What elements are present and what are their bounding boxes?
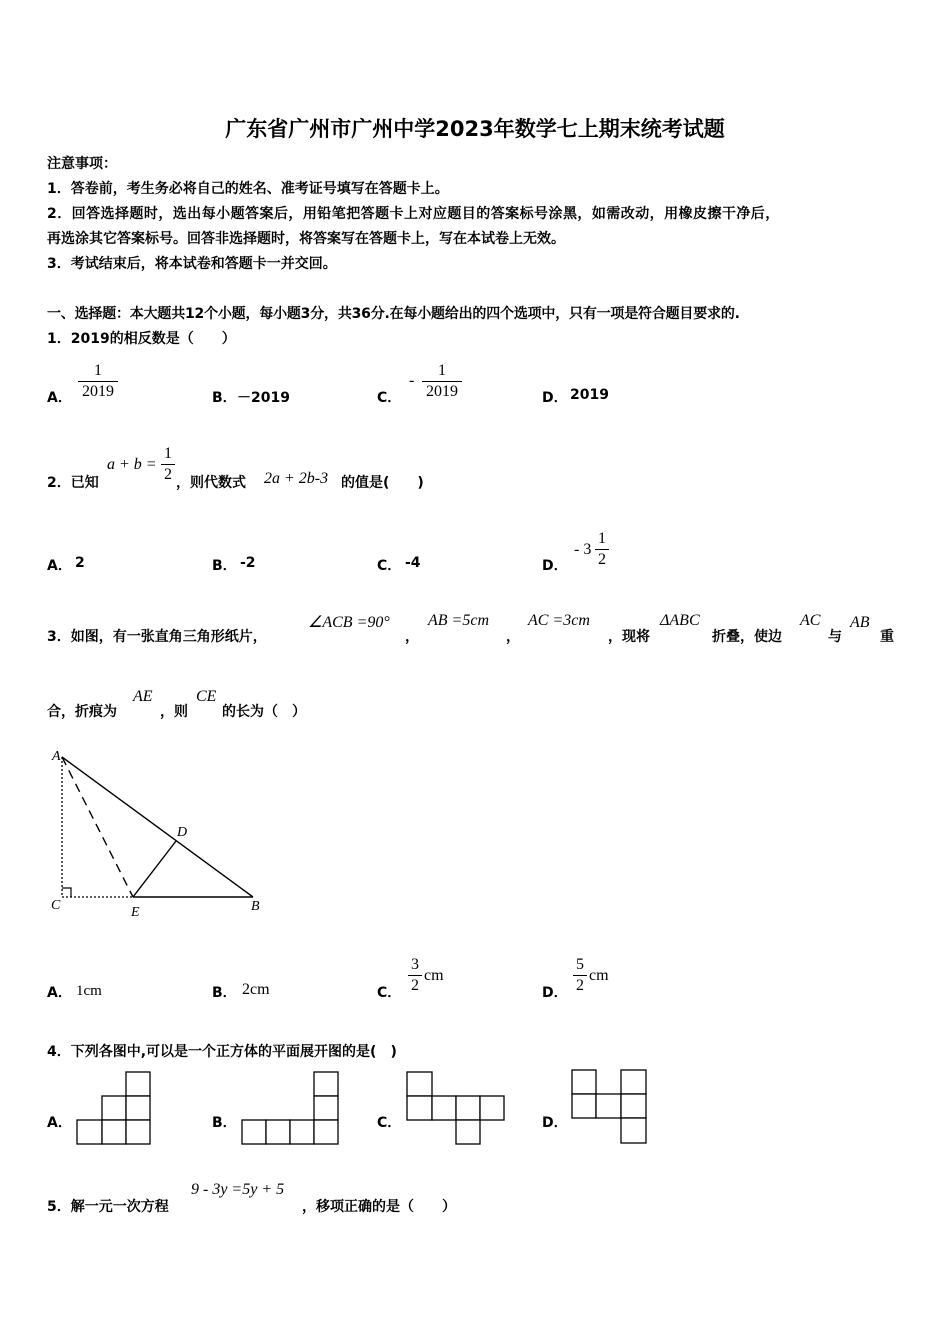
q3-ab-length: AB =5cm bbox=[428, 612, 489, 629]
q3-ac-edge: AC bbox=[800, 612, 821, 629]
q3-ab-edge: AB bbox=[850, 614, 870, 631]
crease-ae bbox=[62, 757, 133, 897]
q1-a-numerator: 1 bbox=[94, 362, 102, 379]
q4-option-d-label: D． bbox=[542, 1115, 568, 1131]
q2-d-whole: - 3 bbox=[574, 541, 592, 558]
q1-option-c-fraction bbox=[422, 362, 462, 401]
q3-fold-mid: 折叠，使边 bbox=[712, 629, 782, 645]
q3-option-a-label: A． bbox=[47, 985, 72, 1001]
q1-stem: 1．2019的相反数是（ ） bbox=[47, 331, 236, 347]
q1-option-b-text: －2019 bbox=[237, 390, 290, 406]
q2-stem-mid: ，则代数式 bbox=[176, 475, 246, 491]
q2-option-a-label: A． bbox=[47, 558, 72, 574]
q2-d-numerator: 1 bbox=[598, 530, 606, 547]
q1-c-sign: - bbox=[409, 372, 415, 389]
q4-net-a bbox=[75, 1070, 152, 1146]
q2-option-b-label: B． bbox=[212, 558, 237, 574]
q3-d-unit: cm bbox=[589, 967, 609, 984]
q2-option-a-text: 2 bbox=[75, 555, 85, 571]
page-title: 广东省广州市广州中学2023年数学七上期末统考试题 bbox=[225, 117, 725, 141]
q3-option-b-label: B． bbox=[212, 985, 237, 1001]
q3-with: 与 bbox=[828, 629, 842, 645]
q3-option-d-label: D． bbox=[542, 985, 568, 1001]
q4-net-c bbox=[405, 1070, 507, 1146]
q5-equation: 9 - 3y =5y + 5 bbox=[191, 1181, 285, 1198]
q2-condition-fraction bbox=[161, 445, 175, 484]
q4-option-a-label: A． bbox=[47, 1115, 72, 1131]
q2-stem-post: 的值是( ) bbox=[341, 475, 424, 491]
notes-heading: 注意事项： bbox=[47, 156, 117, 172]
q3-line2-pre: 合，折痕为 bbox=[47, 704, 117, 720]
q3-fold-pre: ，现将 bbox=[608, 629, 650, 645]
q2-option-d-label: D． bbox=[542, 558, 568, 574]
point-a-label: A bbox=[52, 749, 61, 764]
q3-stem-pre: 3．如图，有一张直角三角形纸片， bbox=[47, 629, 267, 645]
q1-c-denominator: 2019 bbox=[426, 383, 458, 400]
note-2b: 再选涂其它答案标号。回答非选择题时，将答案写在答题卡上，写在本试卷上无效。 bbox=[47, 231, 565, 247]
q3-option-c-fraction bbox=[408, 956, 422, 995]
point-b-label: B bbox=[251, 899, 260, 914]
note-2a: 2．回答选择题时，选出每小题答案后，用铅笔把答题卡上对应题目的答案标号涂黑，如需改动，用橡皮擦干净后， bbox=[47, 206, 780, 222]
q1-option-a-label: A． bbox=[47, 390, 72, 406]
note-3: 3．考试结束后，将本试卷和答题卡一并交回。 bbox=[47, 256, 337, 272]
edge-ed bbox=[133, 841, 176, 897]
q4-option-c-label: C． bbox=[377, 1115, 402, 1131]
q3-d-numerator: 5 bbox=[576, 956, 584, 973]
q3-then: ，则 bbox=[160, 704, 188, 720]
q2-option-c-label: C． bbox=[377, 558, 402, 574]
note-1: 1．答卷前，考生务必将自己的姓名、准考证号填写在答题卡上。 bbox=[47, 181, 449, 197]
q5-stem-pre: 5．解一元一次方程 bbox=[47, 1199, 169, 1215]
q3-option-b-text: 2cm bbox=[242, 981, 270, 998]
q3-option-d-fraction bbox=[573, 956, 587, 995]
q2-option-b-text: -2 bbox=[240, 555, 256, 571]
q4-option-b-label: B． bbox=[212, 1115, 237, 1131]
q2-cond-denominator: 2 bbox=[164, 466, 172, 483]
q2-cond-numerator: 1 bbox=[164, 445, 172, 462]
q3-ce: CE bbox=[196, 688, 217, 705]
q1-option-b-label: B． bbox=[212, 390, 237, 406]
q3-angle: ∠ACB =90° bbox=[308, 614, 390, 631]
right-angle-mark bbox=[62, 888, 71, 897]
q4-net-b bbox=[240, 1070, 340, 1146]
point-d-label: D bbox=[177, 825, 188, 840]
q3-option-c-label: C． bbox=[377, 985, 402, 1001]
q1-option-a-fraction bbox=[78, 362, 118, 401]
q4-net-d bbox=[570, 1068, 650, 1146]
q3-d-denominator: 2 bbox=[576, 977, 584, 994]
q1-c-numerator: 1 bbox=[438, 362, 446, 379]
point-c-label: C bbox=[51, 898, 61, 913]
q3-coincide: 重 bbox=[880, 629, 894, 645]
section-heading: 一、选择题：本大题共12个小题，每小题3分，共36分.在每小题给出的四个选项中，只有一项是符合题目要求的. bbox=[47, 306, 740, 322]
q3-sep-1: ， bbox=[405, 629, 419, 645]
q3-option-a-text: 1cm bbox=[76, 983, 102, 999]
q3-crease: AE bbox=[133, 688, 153, 705]
q1-option-d-text: 2019 bbox=[570, 387, 609, 403]
q3-triangle: ΔABC bbox=[660, 612, 700, 629]
q3-c-numerator: 3 bbox=[411, 956, 419, 973]
q5-stem-post: ，移项正确的是（ ） bbox=[302, 1199, 456, 1215]
point-e-label: E bbox=[131, 905, 140, 920]
q3-c-unit: cm bbox=[424, 967, 444, 984]
q2-option-c-text: -4 bbox=[405, 555, 421, 571]
q2-condition: a + b = bbox=[107, 456, 157, 473]
edge-ab bbox=[62, 757, 253, 897]
q3-c-denominator: 2 bbox=[411, 977, 419, 994]
q2-stem-pre: 2．已知 bbox=[47, 475, 99, 491]
q3-ac-length: AC =3cm bbox=[528, 612, 590, 629]
q4-stem: 4．下列各图中,可以是一个正方体的平面展开图的是( ) bbox=[47, 1044, 397, 1060]
q3-line2-post: 的长为（ ） bbox=[222, 704, 306, 720]
q2-option-d-fraction bbox=[595, 530, 609, 569]
q2-d-denominator: 2 bbox=[598, 551, 606, 568]
q2-expression: 2a + 2b-3 bbox=[264, 470, 329, 487]
q1-option-c-label: C． bbox=[377, 390, 402, 406]
q3-sep-2: ， bbox=[506, 629, 520, 645]
q1-option-d-label: D． bbox=[542, 390, 568, 406]
q3-triangle-figure bbox=[45, 745, 275, 925]
q1-a-denominator: 2019 bbox=[82, 383, 114, 400]
